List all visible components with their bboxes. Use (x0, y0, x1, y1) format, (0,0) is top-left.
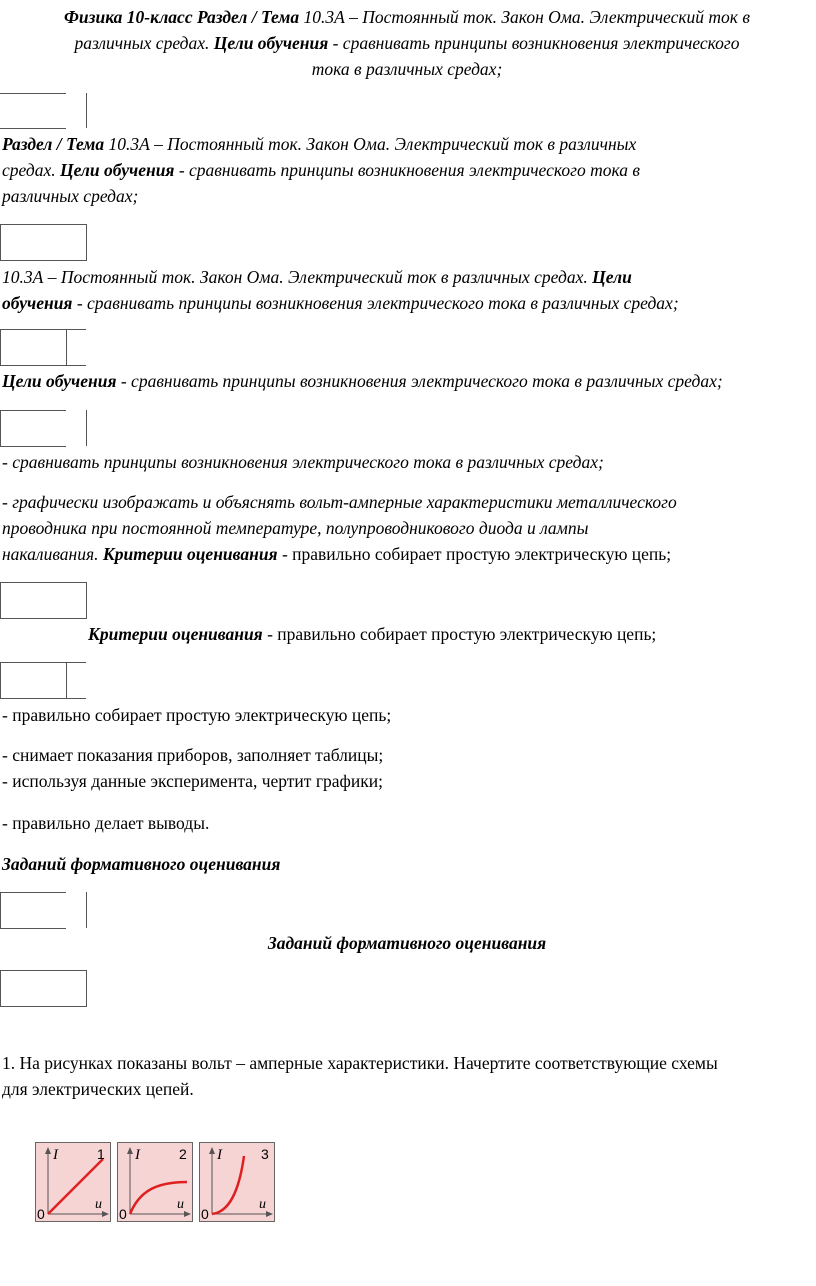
box-edge (0, 128, 66, 129)
box-edge (0, 410, 1, 446)
box-edge (66, 662, 67, 698)
goals-label: Цели обучения (213, 33, 329, 53)
criteria-label: Критерии оценивания (88, 624, 263, 644)
goals-label: Цели обучения (59, 160, 175, 180)
goals-text: - сравнивать принципы возникновения электрического тока в различных средах; (76, 293, 679, 313)
y-axis-label: I (53, 1147, 58, 1163)
origin-label: 0 (119, 1206, 127, 1222)
goals-text-cont: различных средах; (2, 186, 139, 206)
goals-text-cont: тока в различных средах; (311, 59, 503, 79)
section-label: Раздел / Тема (2, 134, 105, 154)
block-6-line-1 (2, 489, 812, 515)
block-2-line-3 (2, 183, 812, 209)
task-1-line-2: для электрических цепей. (2, 1079, 194, 1099)
placeholder-box (0, 582, 87, 619)
block-2-line-1 (2, 131, 812, 157)
header-line-1 (2, 4, 812, 30)
block-5-line (2, 449, 812, 475)
graph-number: 2 (179, 1146, 187, 1162)
x-axis-label: u (177, 1197, 184, 1212)
criteria-text: - правильно собирает простую электрическую цепь; (267, 624, 657, 644)
box-edge (0, 662, 86, 663)
iv-graph-2 (117, 1142, 193, 1222)
x-axis-label: u (95, 1197, 102, 1212)
criteria-label: Критерии оценивания (102, 544, 278, 564)
iv-graph-1 (35, 1142, 111, 1222)
tasks-heading-line (2, 851, 812, 877)
header-line-2 (2, 30, 812, 56)
graph-number: 1 (97, 1146, 105, 1162)
box-edge (0, 698, 86, 699)
box-edge (0, 365, 86, 366)
origin-label: 0 (201, 1206, 209, 1222)
goal-2-text: - графически изображать и объяснять вольт-амперные характеристики металлического (2, 492, 677, 512)
goals-text: - сравнивать принципы возникновения электрического тока в (178, 160, 640, 180)
box-edge (0, 446, 66, 447)
goals-label: Цели обучения (2, 371, 117, 391)
box-edge (0, 329, 86, 330)
goals-text: - сравнивать принципы возникновения электрического тока в различных средах; (120, 371, 723, 391)
tasks-heading: Заданий формативного оценивания (2, 854, 281, 874)
goals-text: - сравнивать принципы возникновения электрического тока в различных средах; (2, 452, 604, 472)
box-edge (86, 892, 87, 928)
box-edge (0, 928, 66, 929)
block-7-line (88, 621, 808, 647)
graph-number: 3 (261, 1146, 269, 1162)
block-4-line (2, 368, 812, 394)
box-edge (0, 892, 66, 893)
box-edge (86, 410, 87, 446)
topic-text-cont: различных средах. (74, 33, 210, 53)
criteria-text: - правильно собирает простую электрическую цепь; (281, 544, 672, 564)
box-edge (0, 93, 66, 94)
topic-text: 10.3А – Постоянный ток. Закон Ома. Электрический ток в (303, 7, 750, 27)
criteria-item-3: - используя данные эксперимента, чертит графики; (2, 771, 383, 791)
goal-2-text-cont: проводника при постоянной температуре, полупроводникового диода и лампы (2, 518, 589, 538)
block-3-line-2 (2, 290, 812, 316)
tasks-heading-center-line (2, 930, 812, 956)
box-edge (66, 329, 67, 365)
placeholder-box (0, 970, 87, 1007)
task-1-line-1: 1. На рисунках показаны вольт – амперные характеристики. Начертите соответствующие схемы (2, 1053, 718, 1073)
block-6-line-2 (2, 515, 812, 541)
iv-graph-3 (199, 1142, 275, 1222)
origin-label: 0 (37, 1206, 45, 1222)
criteria-item-2: - снимает показания приборов, заполняет таблицы; (2, 745, 384, 765)
block-2-line-2 (2, 157, 812, 183)
placeholder-box (0, 224, 87, 261)
subject-label: Физика 10-класс (64, 7, 193, 27)
goals-text: - сравнивать принципы возникновения электрического (332, 33, 740, 53)
header-line-3 (2, 56, 812, 82)
box-edge (0, 410, 66, 411)
goal-2-text-end: накаливания. (2, 544, 99, 564)
box-edge (0, 329, 1, 365)
y-axis-label: I (217, 1147, 222, 1163)
box-edge (86, 93, 87, 128)
block-6-line-3 (2, 541, 812, 567)
topic-text-cont: средах. (2, 160, 56, 180)
x-axis-label: u (259, 1197, 266, 1212)
goals-label-cont: обучения (2, 293, 73, 313)
topic-text: 10.3А – Постоянный ток. Закон Ома. Электрический ток в различных (108, 134, 637, 154)
block-3-line-1 (2, 264, 812, 290)
box-edge (0, 892, 1, 928)
criteria-item-1: - правильно собирает простую электрическую цепь; (2, 705, 392, 725)
section-label: Раздел / Тема (196, 7, 300, 27)
y-axis-label: I (135, 1147, 140, 1163)
topic-text: 10.3А – Постоянный ток. Закон Ома. Электрический ток в различных средах. (2, 267, 588, 287)
tasks-heading-center: Заданий формативного оценивания (267, 933, 547, 953)
goals-label: Цели (592, 267, 632, 287)
box-edge (0, 662, 1, 698)
criteria-item-4: - правильно делает выводы. (2, 813, 210, 833)
